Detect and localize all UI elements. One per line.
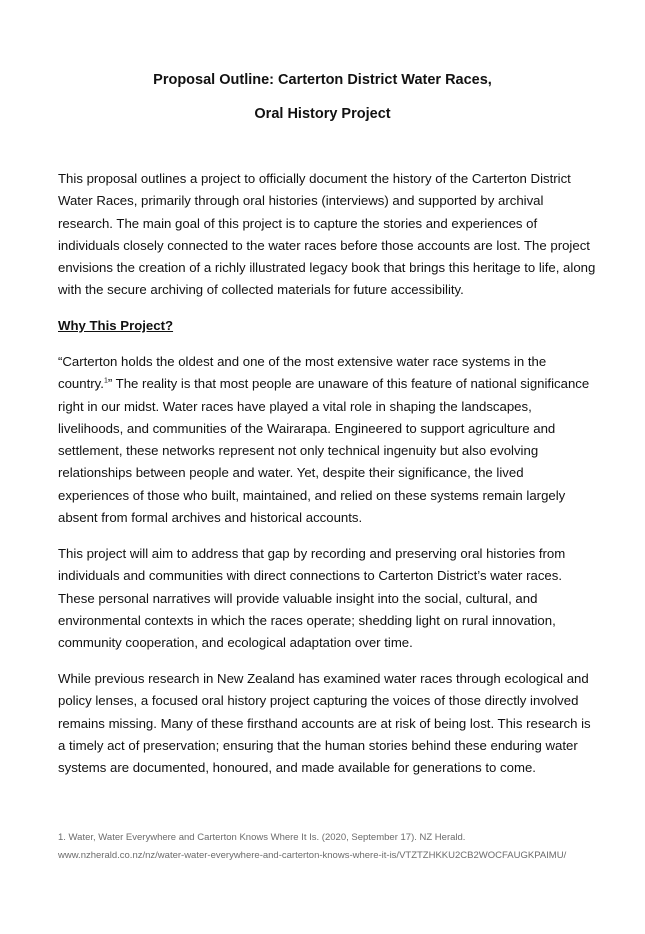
- footnote-url: www.nzherald.co.nz/nz/water-water-everywhere-and-carterton-knows-where-it-is/VTZTZHKKU2CB2WOCFAUGKPAIMU/: [58, 850, 567, 861]
- gap-paragraph: This project will aim to address that gap by recording and preserving oral histories from individuals and communities with direct connections to Carterton District’s water races. These personal narratives will provide valuable insight into the social, cultural, and environmental contexts in which the races operate; shedding light on rural innovation, community cooperation, and ecological adaptation over time.: [58, 546, 566, 651]
- footnote-reference-marker: 1: [103, 377, 108, 385]
- section-heading-why-this-project: Why This Project?: [58, 318, 174, 333]
- footnote: [58, 829, 618, 865]
- document-title-line-2: Oral History Project: [254, 106, 391, 122]
- quote-paragraph: [58, 351, 598, 529]
- intro-paragraph: This proposal outlines a project to officially document the history of the Carterton District Water Races, primarily through oral histories (interviews) and supported by archival research. The main goal of this project is to capture the stories and experiences of individuals closely connected to the water races before those accounts are lost. The project envisions the creation of a richly illustrated legacy book that brings this heritage to life, along with the secure archiving of collected materials for future accessibility.: [58, 171, 596, 298]
- quote-text-part-1: “Carterton holds the oldest and one of the most extensive water race systems in the country.: [58, 354, 547, 392]
- research-paragraph: While previous research in New Zealand has examined water races through ecological and policy lenses, a focused oral history project capturing the voices of those directly involved remains missing. Many of these firsthand accounts are at risk of being lost. This research is a timely act of preservation; ensuring that the human stories behind these enduring water systems are documented, honoured, and made available for generations to come.: [58, 671, 591, 776]
- document-title-line-1: Proposal Outline: Carterton District Water Races,: [153, 72, 492, 88]
- footnote-citation: 1. Water, Water Everywhere and Carterton Knows Where It Is. (2020, September 17). NZ Herald.: [58, 832, 466, 843]
- quote-text-part-2: ” The reality is that most people are unaware of this feature of national significance right in our midst. Water races have played a vital role in shaping the landscapes, livelihoods, and communities of the Wairarapa. Engineered to support agriculture and settlement, these networks represent not only technical ingenuity but also evolving relationships between people and water. Yet, despite their significance, the lived experiences of those who built, maintained, and relied on these systems remain largely absent from formal archives and historical accounts.: [58, 376, 590, 526]
